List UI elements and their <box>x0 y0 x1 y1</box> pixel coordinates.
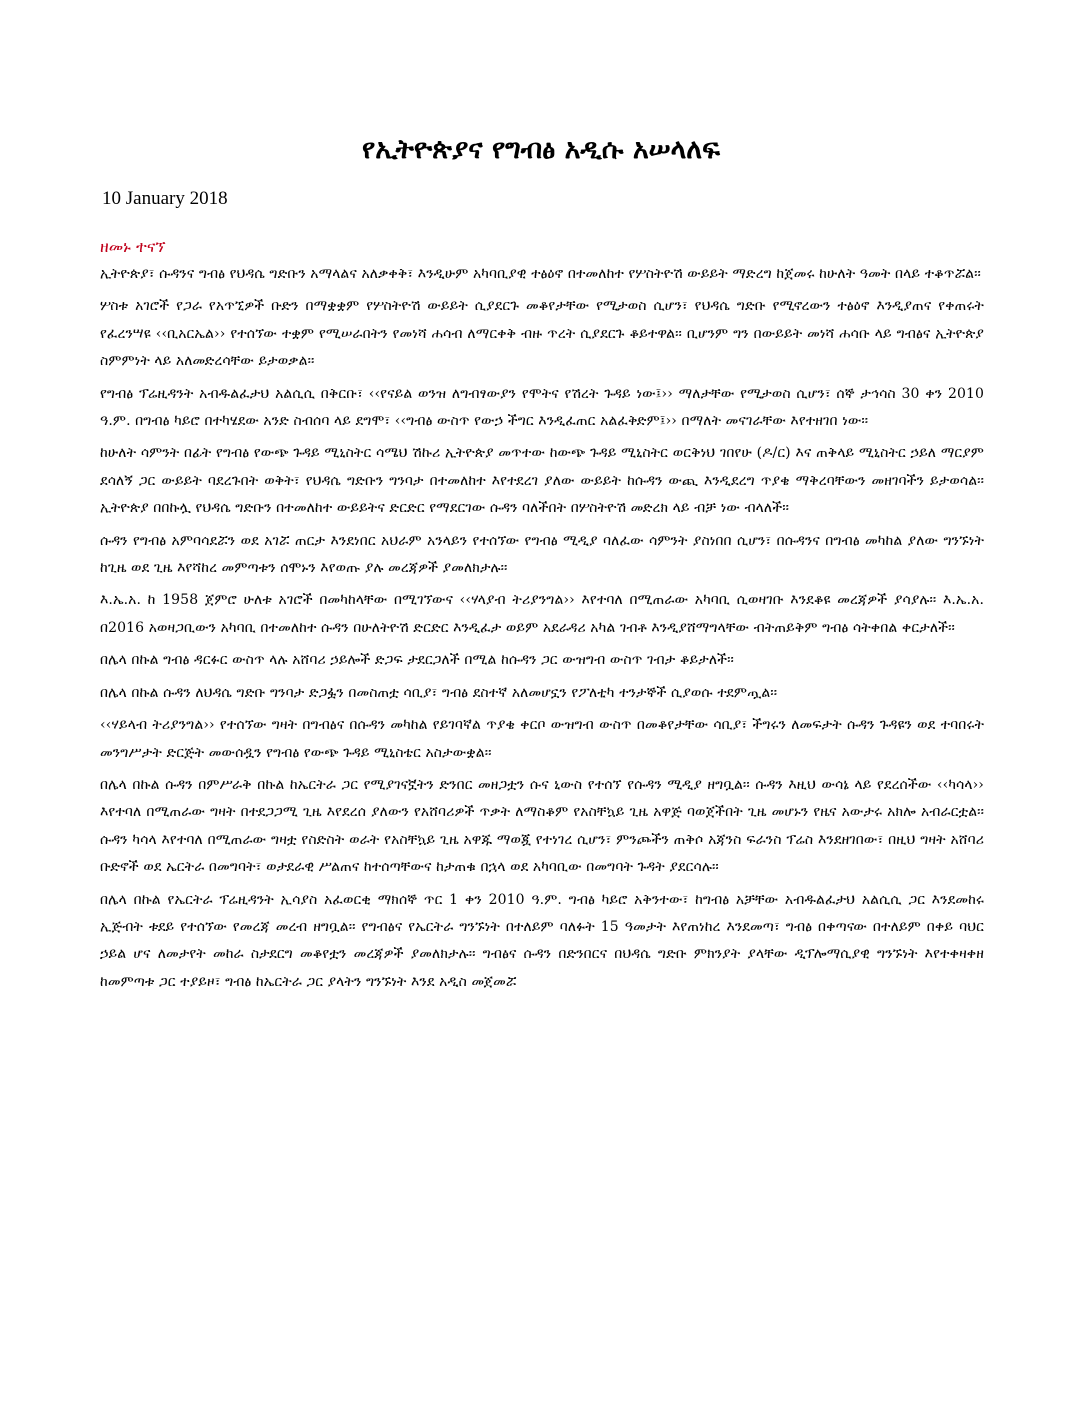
article-body <box>100 261 984 1001</box>
article-paragraph: የግብፅ ፕሬዚዳንት አብዱልፈታህ አልሲሲ በቅርቡ፣ ‹‹የናይል ወንዝ ለግብፃውያን የሞትና የሽረት ጉዳይ ነው፤›› ማለታቸው የሚታወስ ሲሆን፣ ሰኞ ታኅሳስ 30 ቀን 2010 ዓ.ም. በግብፅ ካይሮ በተካሄደው አንድ ስብሰባ ላይ ደግሞ፣ ‹‹ግብፅ ውስጥ የውኃ ችግር እንዲፈጠር አልፈቅድም፤›› በማለት መናገራቸው እየተዘገበ ነው፡፡ <box>100 385 984 430</box>
article-paragraph: በሌላ በኩል ሱዳን በምሥራቅ በኩል ከኤርትራ ጋር የሚያገናኟትን ድንበር መዘጋቷን ሱና ኒውስ የተሰኘ የሱዳን ሚዲያ ዘግቧል፡፡ ሱዳን እዚህ ውሳኔ ላይ የደረሰችው ‹‹ካሳላ›› እየተባለ በሚጠራው ግዛት በተደጋጋሚ ጊዜ እየደረሰ ያለውን የአሸባሪዎች ጥቃት ለማስቆም የአስቸኳይ ጊዜ አዋጅ ባወጀችበት ጊዜ መሆኑን የዜና አውታሩ አክሎ አብራርቷል፡፡ ሱዳን ካሳላ እየተባለ በሚጠራው ግዛቷ የስድስት ወራት የአስቸኳይ ጊዜ አዋጁ ማወጇ የተነገረ ሲሆን፣ ምንጮችን ጠቅሶ አጃንስ ፍራንስ ፕሬስ እንደዘገበው፣ በዚህ ግዛት አሸባሪ ቡድኖች ወደ ኤርትራ በመግባት፣ ወታደራዊ ሥልጠና ከተሰጣቸውና ከታጠቁ በኋላ ወደ አካባቢው በመግባት ጉዳት ያደርሳሉ፡፡ <box>100 776 984 876</box>
article-paragraph: ከሁለት ሳምንት በፊት የግብፅ የውጭ ጉዳይ ሚኒስትር ሳሜህ ሽኩሪ ኢትዮጵያ መጥተው ከውጭ ጉዳይ ሚኒስትር ወርቅነህ ገበየሁ (ዶ/ር) እና ጠቅላይ ሚኒስትር ኃይለ ማርያም ደሳለኝ ጋር ውይይት ባደረጉበት ወቅት፣ የህዳሴ ግድቡን ግንባታ በተመለከተ እየተደረገ ያለው ውይይት ከሱዳን ውጪ እንዲደረግ ጥያቄ ማቅረባቸውን መዘገባችን ይታወሳል፡፡ ኢትዮጵያ በበኩሏ የህዳሴ ግድቡን በተመለከተ ውይይትና ድርድር የማደርገው ሱዳን ባለችበት በሦስትዮሽ መድረክ ላይ ብቻ ነው ብላለች፡፡ <box>100 445 984 517</box>
article-paragraph: ኢትዮጵያ፣ ሱዳንና ግብፅ የህዳሴ ግድቡን አማላልና አለቃቀቅ፣ እንዲሁም አካባቢያዊ ተፅዕኖ በተመለከተ የሦስትዮሽ ውይይት ማድረግ ከጀመሩ ከሁለት ዓመት በላይ ተቆጥሯል፡፡ <box>100 266 981 282</box>
article-paragraph: ‹‹ሃይላብ ትሪያንግል›› የተሰኘው ግዛት በግብፅና በሱዳን መካከል የይገባኛል ጥያቄ ቀርቦ ውዝግብ ውስጥ በመቆየታቸው ሳቢያ፣ ችግሩን ለመፍታት ሱዳን ጉዳዩን ወደ ተባበሩት መንግሥታት ድርጅት መውሰዷን የግብፅ የውጭ ጉዳይ ሚኒስቴር አስታውቋል፡፡ <box>100 717 984 761</box>
article-paragraph: ሦስቱ አገሮች የጋራ የአጥኚዎች ቡድን በማቋቋም የሦስትዮሽ ውይይት ሲያደርጉ መቆየታቸው የሚታወስ ሲሆን፣ የህዳሴ ግድቡ የሚኖረውን ተፅዕኖ እንዲያጠና የቀጠሩት የፈረንሣዩ ‹‹ቢአርኤል›› የተሰኘው ተቋም የሚሠራበትን የመነሻ ሐሳብ ለማርቀቅ ብዙ ጥረት ሲያደርጉ ቆይተዋል፡፡ ቢሆንም ግን በውይይት መነሻ ሐሳቡ ላይ ግብፅና ኢትዮጵያ ስምምነት ላይ አለመድረሳቸው ይታወቃል፡፡ <box>100 298 984 370</box>
article-title: የኢትዮጵያና የግብፅ አዲሱ አሠላለፍ <box>362 134 720 165</box>
article-paragraph: በሌላ በኩል ግብፅ ዳርፉር ውስጥ ላሉ አሸባሪ ኃይሎች ድጋፍ ታደርጋለች በሚል ከሱዳን ጋር ውዝግብ ውስጥ ገብታ ቆይታለች፡፡ <box>100 652 734 669</box>
article-paragraph: በሌላ በኩል የኤርትራ ፕሬዚዳንት ኢሳያስ አፈወርቂ ማክሰኞ ጥር 1 ቀን 2010 ዓ.ም. ግብፅ ካይሮ አቅንተው፣ ከግብፅ አቻቸው አብዱልፈታህ አልሲሲ ጋር እንደመከሩ ኢጅብት ቱደይ የተሰኘው የመረጃ መረብ ዘግቧል፡፡ የግብፅና የኤርትራ ግንኙነት በተለይም ባለፉት 15 ዓመታት እየጠነከረ እንደመጣ፣ ግብፅ በቀጣናው በተለይም በቀይ ባህር ኃይል ሆና ለመታየት መከራ ስታደርግ መቆየቷን መረጃዎች ያመለክታሉ፡፡ ግብፅና ሱዳን በድንበርና በህዳሴ ግድቡ ምክንያት ያላቸው ዲፕሎማሲያዊ ግንኙነት እየተቀዛቀዘ ከመምጣቱ ጋር ተያይዞ፣ ግብፅ ከኤርትራ ጋር ያላትን ግንኙነት እንደ አዲስ መጀመሯ <box>100 891 984 990</box>
article-paragraph: እ.ኤ.አ. ከ 1958 ጀምሮ ሁለቱ አገሮች በመካከላቸው በሚገኘውና ‹‹ሃላያብ ትሪያንግል›› እየተባለ በሚጠራው አካባቢ ሲወዛገቡ እንደቆዩ መረጃዎች ያሳያሉ፡፡ እ.ኤ.አ. በ2016 አወዛጋቢውን አካባቢ በተመለከተ ሱዳን በሁለትዮሽ ድርድር እንዲፈታ ወይም አደራዳሪ አካል ገብቶ እንዲያሸማግላቸው ብትጠይቅም ግብፅ ሳትቀበል ቀርታለች፡፡ <box>100 592 984 636</box>
author-name: ዘመኑ ተናኘ <box>100 237 166 256</box>
article-paragraph: ሱዳን የግብፅ አምባሳደሯን ወደ አገሯ ጠርታ እንደነበር አህራም አንላይን የተሰኘው የግብፅ ሚዲያ ባለፈው ሳምንት ያስነበበ ሲሆን፣ በሱዳንና በግብፅ መካከል ያለው ግንኙነት ከጊዜ ወደ ጊዜ እየሻከረ መምጣቱን ሰሞኑን እየወጡ ያሉ መረጃዎች ያመለክታሉ፡፡ <box>100 532 984 577</box>
article-date: 10 January 2018 <box>102 188 228 209</box>
article-paragraph: በሌላ በኩል ሱዳን ለህዳሴ ግድቡ ግንባታ ድጋፏን በመስጠቷ ሳቢያ፣ ግብፅ ደስተኛ አለመሆኗን የፖለቲካ ተንታኞች ሲያወሱ ተደምጧል፡፡ <box>100 684 778 701</box>
